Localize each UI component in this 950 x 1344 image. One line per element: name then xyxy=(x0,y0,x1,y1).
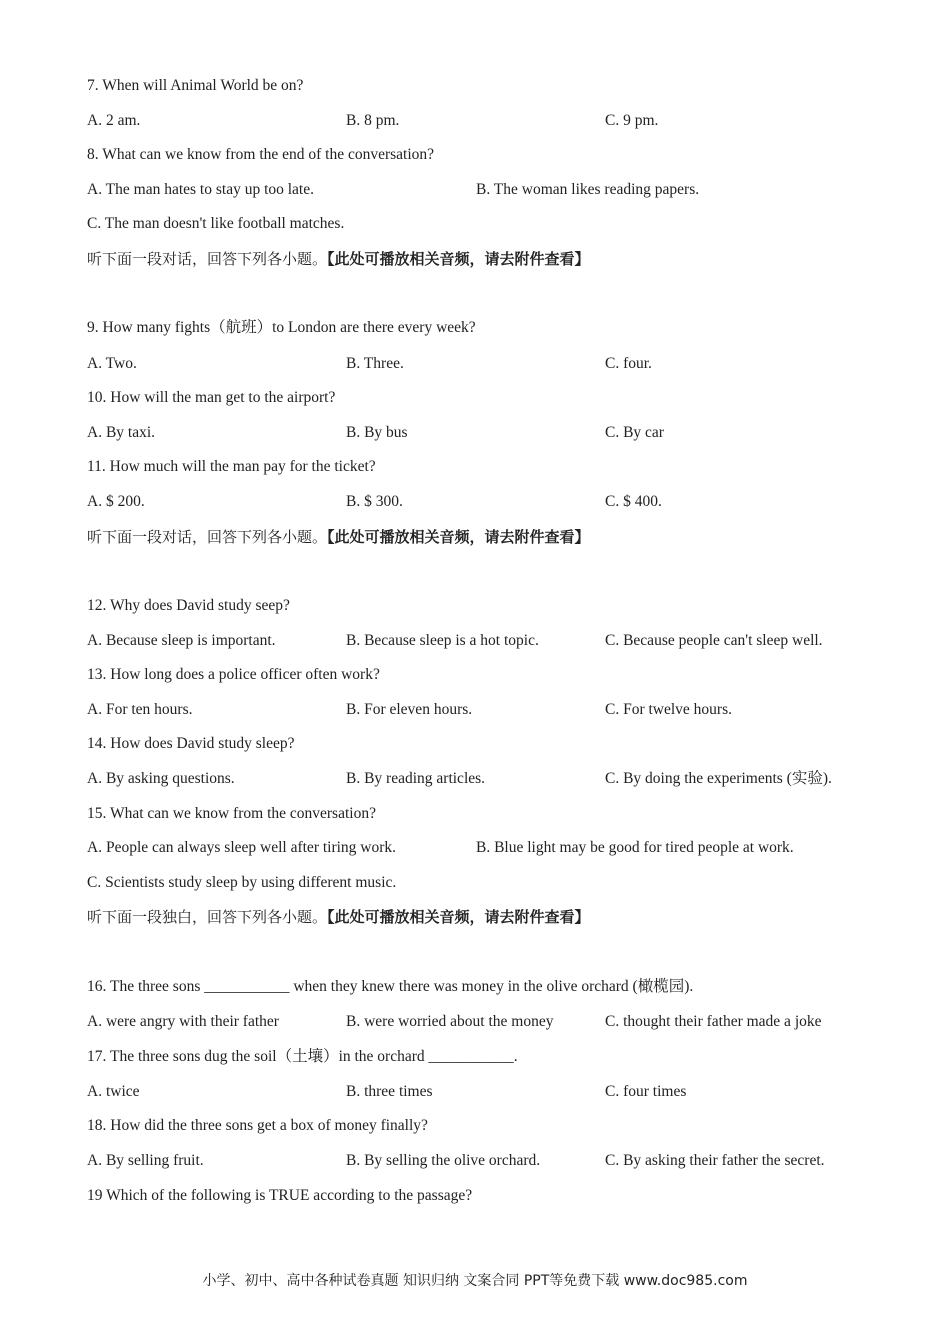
option-b: B. Three. xyxy=(346,355,404,372)
option-c: C. The man doesn't like football matches. xyxy=(87,215,345,232)
option-b: B. 8 pm. xyxy=(346,112,400,129)
question-9: 9. How many fights（航班）to London are there every week? xyxy=(87,319,476,336)
question-14: 14. How does David study sleep? xyxy=(87,735,295,752)
option-b: B. three times xyxy=(346,1083,433,1100)
question-8: 8. What can we know from the end of the conversation? xyxy=(87,146,435,163)
option-b: B. By reading articles. xyxy=(346,770,486,787)
option-b: B. By selling the olive orchard. xyxy=(346,1152,541,1169)
option-b: B. For eleven hours. xyxy=(346,701,473,718)
question-10: 10. How will the man get to the airport? xyxy=(87,389,336,406)
option-c: C. four times xyxy=(605,1083,687,1100)
option-a: A. By asking questions. xyxy=(87,770,235,787)
option-b: B. Because sleep is a hot topic. xyxy=(346,632,539,649)
option-c: C. four. xyxy=(605,355,652,372)
option-a: A. By selling fruit. xyxy=(87,1152,204,1169)
question-13: 13. How long does a police officer often work? xyxy=(87,666,380,683)
option-c: C. For twelve hours. xyxy=(605,701,733,718)
option-c: C. Because people can't sleep well. xyxy=(605,632,823,649)
option-a: A. were angry with their father xyxy=(87,1013,279,1030)
question-19: 19 Which of the following is TRUE according to the passage? xyxy=(87,1187,473,1204)
page-footer: 小学、初中、高中各种试卷真题 知识归纳 文案合同 PPT等免费下载 www.doc985.com xyxy=(202,1273,748,1289)
option-b: B. By bus xyxy=(346,424,408,441)
option-a: A. Two. xyxy=(87,355,137,372)
option-b: B. The woman likes reading papers. xyxy=(476,181,700,198)
option-a: A. By taxi. xyxy=(87,424,156,441)
option-a: A. twice xyxy=(87,1083,140,1100)
option-c: C. By doing the experiments (实验). xyxy=(605,770,832,787)
option-a: A. $ 200. xyxy=(87,493,145,510)
question-16: 16. The three sons ___________ when they knew there was money in the olive orchard (橄榄园). xyxy=(87,978,694,995)
option-a: A. People can always sleep well after tiring work. xyxy=(87,839,397,856)
option-c: C. thought their father made a joke xyxy=(605,1013,822,1030)
listening-instruction: 听下面一段独白，回答下列各小题。【此处可播放相关音频，请去附件查看】 xyxy=(87,908,590,926)
option-c: C. Scientists study sleep by using different music. xyxy=(87,874,397,891)
listening-instruction: 听下面一段对话，回答下列各小题。【此处可播放相关音频，请去附件查看】 xyxy=(87,528,590,546)
option-c: C. By car xyxy=(605,424,664,441)
option-c: C. $ 400. xyxy=(605,493,662,510)
option-a: A. For ten hours. xyxy=(87,701,193,718)
listening-instruction: 听下面一段对话，回答下列各小题。【此处可播放相关音频，请去附件查看】 xyxy=(87,250,590,268)
question-12: 12. Why does David study seep? xyxy=(87,597,290,614)
option-a: A. 2 am. xyxy=(87,112,141,129)
question-11: 11. How much will the man pay for the ticket? xyxy=(87,458,376,475)
option-a: A. Because sleep is important. xyxy=(87,632,276,649)
question-18: 18. How did the three sons get a box of money finally? xyxy=(87,1117,428,1134)
option-b: B. $ 300. xyxy=(346,493,403,510)
question-17: 17. The three sons dug the soil（土壤）in the orchard ___________. xyxy=(87,1048,518,1065)
option-b: B. Blue light may be good for tired people at work. xyxy=(476,839,794,856)
option-c: C. By asking their father the secret. xyxy=(605,1152,825,1169)
question-15: 15. What can we know from the conversation? xyxy=(87,805,376,822)
question-7: 7. When will Animal World be on? xyxy=(87,77,304,94)
option-a: A. The man hates to stay up too late. xyxy=(87,181,314,198)
option-c: C. 9 pm. xyxy=(605,112,659,129)
option-b: B. were worried about the money xyxy=(346,1013,554,1030)
